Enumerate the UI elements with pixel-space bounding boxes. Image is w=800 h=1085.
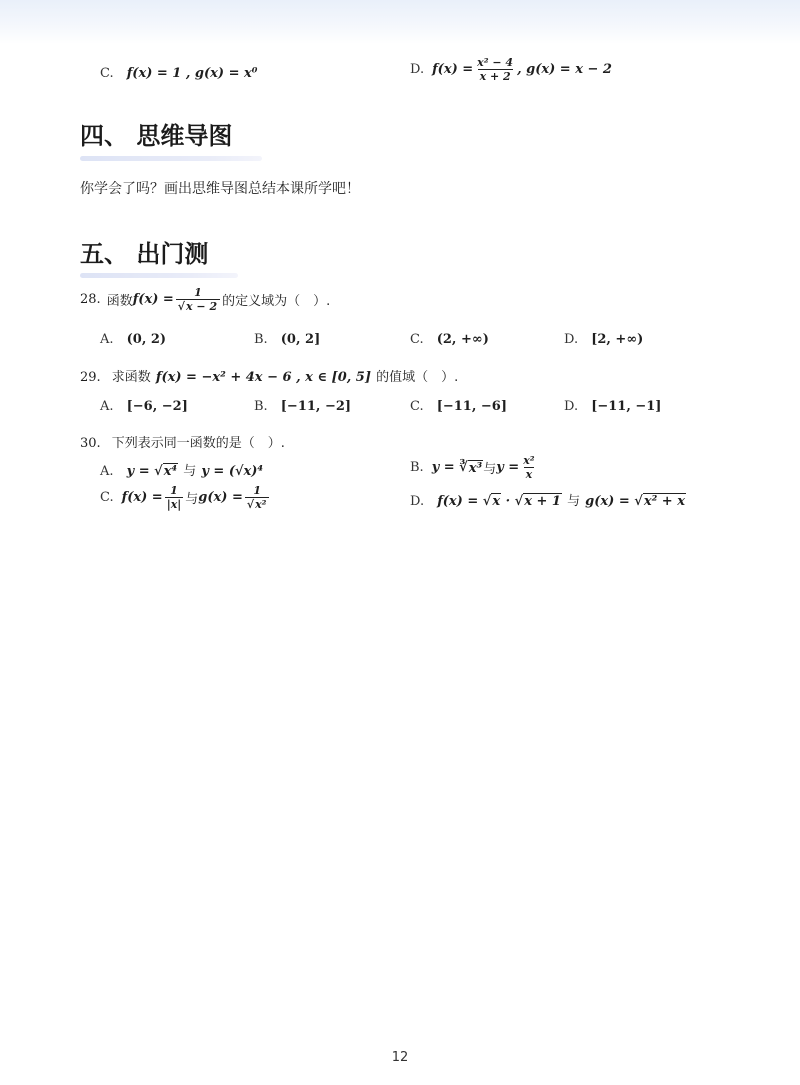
question-suffix: 的值域（ ）. [376,370,459,385]
numerator: x² − 4 [477,56,514,69]
header-gradient [0,0,800,44]
q30-option-d: D. f(x) = √x · √x + 1 与 g(x) = √x² + x [410,494,685,509]
option-value: [−11, −2] [280,399,352,414]
q29-option-c [410,395,507,414]
option-value: (0, 2] [280,332,321,347]
question-30 [80,432,285,451]
option-lhs: f(x) = [432,62,474,77]
radicand: x² + x [643,494,685,509]
radicand: x [492,494,501,509]
option-label: C. [100,490,114,505]
conjunction: 与 [567,494,581,509]
option-label: C. [100,66,114,81]
radicand: x² [255,498,267,511]
option-lhs: f(x) = [121,490,163,505]
q30-option-c [100,484,271,511]
option-value: [−6, −2] [126,399,188,414]
question-prefix: 求函数 [111,370,151,385]
q29-option-d [564,395,661,414]
option-label: C. [410,399,424,414]
q28-option-a [100,328,166,347]
option-label: B. [254,332,268,347]
option-label: D. [410,62,425,77]
question-number: 29. [80,370,101,385]
option-rhs: g(x) = [198,490,243,505]
option-label: C. [410,332,424,347]
function-expression: f(x) = −x² + 4x − 6 , x ∈ [0, 5] [155,370,371,385]
numerator: 1 [170,484,178,497]
heading-underline [80,273,238,278]
conjunction: 与 [183,464,197,479]
option-value: [−11, −1] [591,399,662,414]
option-lhs: f(x) = [437,494,483,509]
conjunction: 与 [185,492,199,507]
question-suffix: 的定义域为（ ）. [222,294,331,309]
question-28 [80,286,330,313]
option-value: [2, +∞) [591,332,644,347]
denominator: |x| [166,498,182,511]
denominator: x [525,468,533,481]
section-heading-exit-test: 五、 出门测 [80,240,209,268]
q28-option-d [564,328,643,347]
option-label: A. [100,399,114,414]
conjunction: 与 [483,462,497,477]
fraction [521,454,536,481]
q30-option-b [410,454,539,481]
radicand: x⁴ [163,464,178,479]
radicand: x³ [468,460,483,476]
prev-option-d [410,56,612,83]
question-prefix: 函数 [106,294,133,309]
heading-underline [80,156,262,161]
option-right: y = (√x)⁴ [201,464,264,479]
q28-option-c [410,328,489,347]
fraction [165,484,184,511]
numerator: x² [523,454,535,467]
fraction [176,286,220,313]
denominator: √x² [245,497,270,511]
denominator: √x − 2 [176,299,220,313]
question-number: 28. [80,292,101,307]
option-label: A. [100,332,114,347]
prev-option-c [100,62,257,81]
dot-operator: · [501,494,515,509]
option-left: y = ∛ [431,460,468,475]
option-value: (0, 2) [126,332,167,347]
q28-option-b [254,328,320,347]
radicand: x + 1 [524,494,561,509]
numerator: 1 [253,484,261,497]
question-number: 30. [80,436,101,451]
q29-option-a [100,395,188,414]
fraction [245,484,270,511]
section-heading-mindmap: 四、 思维导图 [80,122,233,150]
option-label: D. [564,399,579,414]
q30-option-a: A. y = √x⁴ 与 y = (√x)⁴ [100,464,264,479]
option-math: f(x) = 1 , g(x) = x⁰ [126,66,258,81]
mindmap-instruction: 你学会了吗？画出思维导图总结本课所学吧！ [80,181,360,197]
option-label: A. [100,464,114,479]
option-rhs: , g(x) = x − 2 [517,62,612,77]
option-right-lhs: y = [496,460,520,475]
option-value: [−11, −6] [436,399,507,414]
option-left: y = [126,464,155,479]
question-29 [80,366,458,385]
option-label: B. [410,460,424,475]
page-number: 12 [391,1050,409,1065]
option-label: B. [254,399,268,414]
numerator: 1 [194,286,202,299]
option-value: (2, +∞) [436,332,489,347]
radicand: x − 2 [186,300,218,313]
function-lhs: f(x) = [132,292,174,307]
option-label: D. [564,332,579,347]
denominator: x + 2 [479,70,511,83]
q29-option-b [254,395,351,414]
fraction [475,56,515,83]
option-rhs: g(x) = [585,494,635,509]
option-label: D. [410,494,425,509]
question-stem: 下列表示同一函数的是（ ）. [111,436,285,451]
